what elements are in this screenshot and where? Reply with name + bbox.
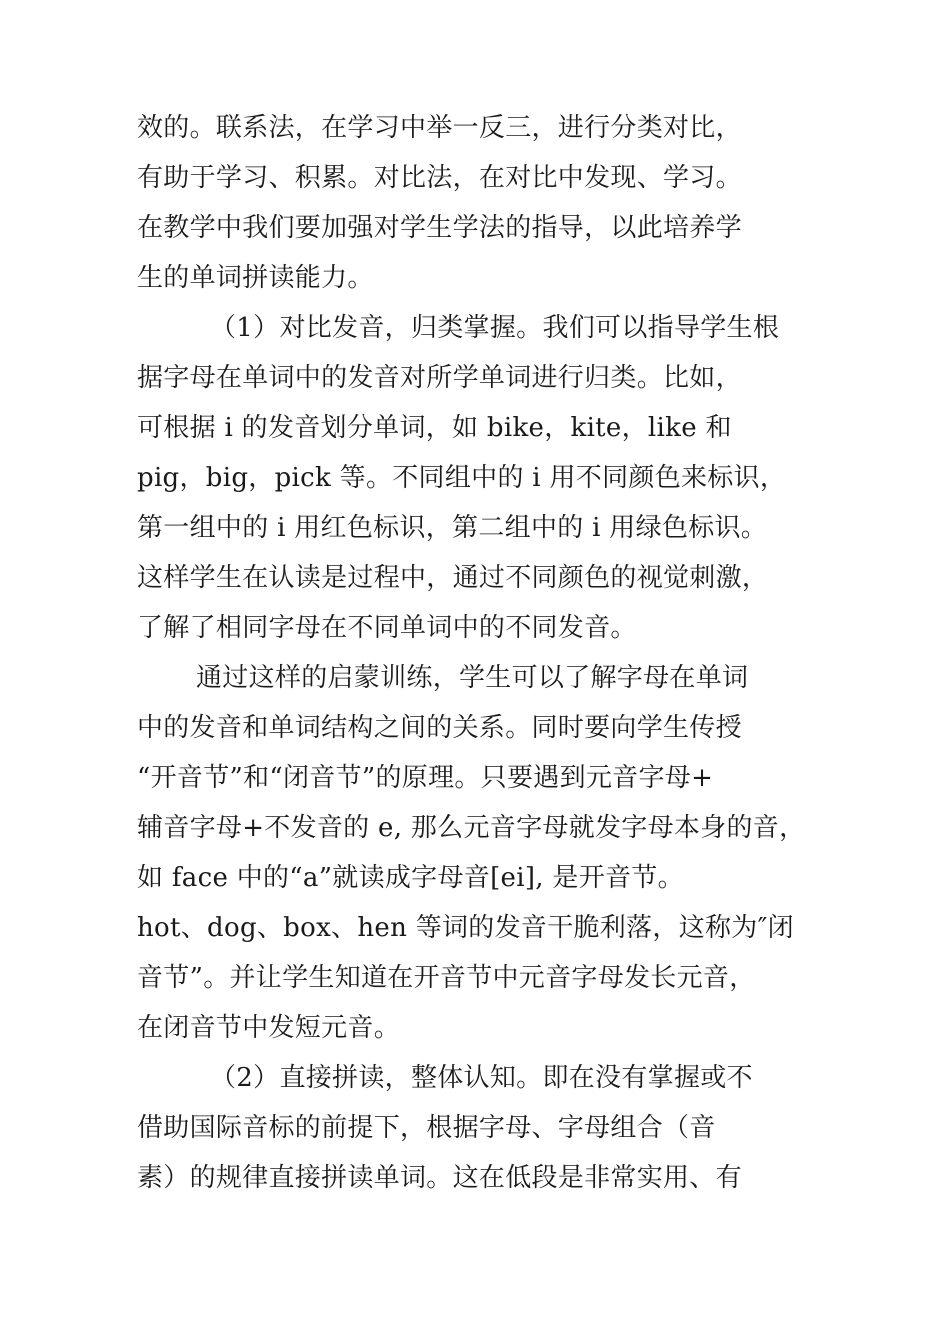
paragraph-heading-1: （1）对比发音，归类掌握。我们可以指导学生根 xyxy=(210,313,780,343)
text-line: 在闭音节中发短元音。 xyxy=(137,1013,401,1043)
text-line: hot、dog、box、hen 等词的发音干脆利落，这称为″闭 xyxy=(137,913,794,943)
text-line: 生的单词拼读能力。 xyxy=(137,263,374,293)
text-line: 辅音字母+不发音的 e, 那么元音字母就发字母本身的音， xyxy=(137,813,806,843)
text-line: 第一组中的 i 用红色标识，第二组中的 i 用绿色标识。 xyxy=(137,513,768,543)
text-line: 效的。联系法，在学习中举一反三，进行分类对比， xyxy=(137,113,742,143)
text-line: 有助于学习、积累。对比法，在对比中发现、学习。 xyxy=(137,163,742,193)
text-line: 借助国际音标的前提下，根据字母、字母组合（音 xyxy=(137,1113,716,1143)
text-line: 据字母在单词中的发音对所学单词进行归类。比如， xyxy=(137,363,742,393)
text-line: 素）的规律直接拼读单词。这在低段是非常实用、有 xyxy=(137,1163,742,1193)
text-line: 可根据 i 的发音划分单词，如 bike，kite，like 和 xyxy=(137,413,732,443)
text-line: “开音节”和“闭音节”的原理。只要遇到元音字母+ xyxy=(137,763,714,793)
text-line: pig，big，pick 等。不同组中的 i 用不同颜色来标识， xyxy=(137,463,787,493)
text-line: 了解了相同字母在不同单词中的不同发音。 xyxy=(137,613,637,643)
text-line: 音节”。并让学生知道在开音节中元音字母发长元音， xyxy=(137,963,756,993)
text-line: 如 face 中的“a”就读成字母音[ei], 是开音节。 xyxy=(137,863,684,893)
text-line: 中的发音和单词结构之间的关系。同时要向学生传授 xyxy=(137,713,742,743)
paragraph-heading-2: （2）直接拼读，整体认知。即在没有掌握或不 xyxy=(210,1063,753,1093)
paragraph-start: 通过这样的启蒙训练，学生可以了解字母在单词 xyxy=(196,663,749,693)
text-line: 在教学中我们要加强对学生学法的指导，以此培养学 xyxy=(137,213,742,243)
text-line: 这样学生在认读是过程中，通过不同颜色的视觉刺激， xyxy=(137,563,769,593)
